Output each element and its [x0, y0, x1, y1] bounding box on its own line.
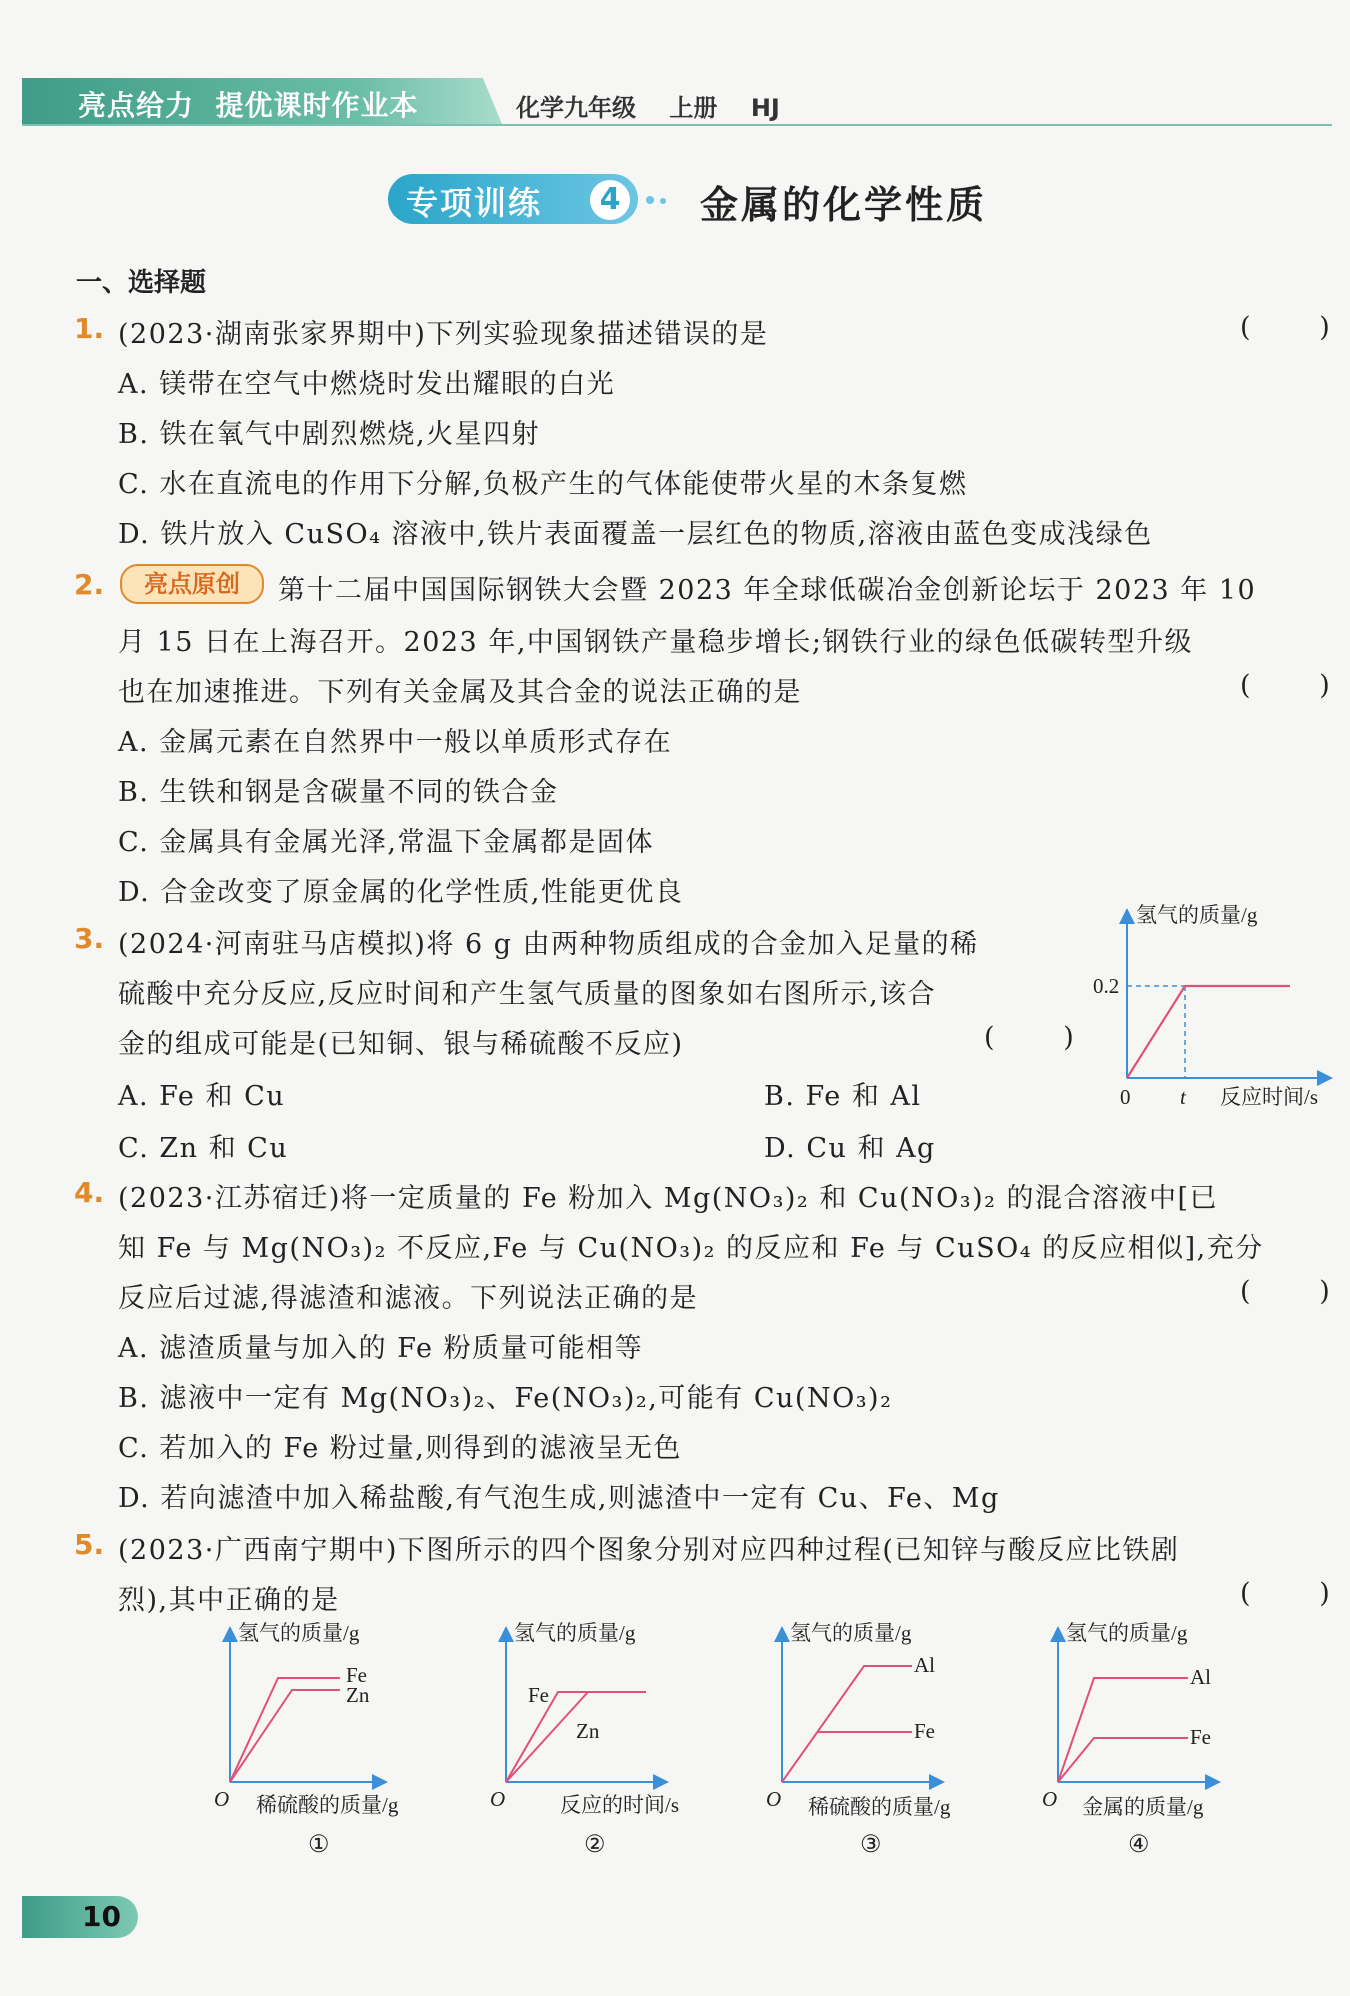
curve-al [782, 1666, 912, 1782]
question-stem: (2023·江苏宿迁)将一定质量的 Fe 粉加入 Mg(NO₃)₂ 和 Cu(NO₃)₂ 的混合溶液中[已 [118, 1183, 1219, 1214]
question-stem: 第十二届中国国际钢铁大会暨 2023 年全球低碳冶金创新论坛于 2023 年 10 [278, 575, 1257, 606]
option-a: A. 滤渣质量与加入的 Fe 粉质量可能相等 [118, 1333, 644, 1364]
question-stem: (2024·河南驻马店模拟)将 6 g 由两种物质组成的合金加入足量的稀 [118, 929, 979, 960]
option-b: B. 滤液中一定有 Mg(NO₃)₂、Fe(NO₃)₂,可能有 Cu(NO₃)₂ [118, 1383, 893, 1414]
section-heading: 一、选择题 [76, 268, 207, 298]
question-number: 2. [74, 568, 105, 601]
option-b: B. Fe 和 Al [764, 1081, 922, 1112]
question-stem: 金的组成可能是(已知铜、银与稀硫酸不反应) [118, 1029, 684, 1060]
option-d: D. 若向滤渣中加入稀盐酸,有气泡生成,则滤渣中一定有 Cu、Fe、Mg [118, 1483, 1000, 1514]
question-stem: 烈),其中正确的是 [118, 1585, 340, 1616]
question-stem: (2023·湖南张家界期中)下列实验现象描述错误的是 [118, 319, 769, 350]
origin-label: O [490, 1787, 506, 1811]
origin-label: 0 [1120, 1085, 1131, 1109]
answer-bracket: ( ) [984, 1022, 1074, 1053]
series-label: Al [1190, 1665, 1211, 1689]
origin-label: O [1042, 1787, 1058, 1811]
origin-label: O [766, 1787, 782, 1811]
answer-bracket: ( ) [1240, 1578, 1330, 1609]
y-axis-label: 氢气的质量/g [1136, 903, 1258, 927]
hydrogen-curve [1127, 986, 1290, 1078]
x-axis-label: 金属的质量/g [1082, 1795, 1204, 1819]
answer-bracket: ( ) [1240, 1276, 1330, 1307]
y-axis-label: 氢气的质量/g [790, 1621, 912, 1645]
y-axis-label: 氢气的质量/g [1066, 1621, 1188, 1645]
question-number: 3. [74, 922, 105, 955]
original-badge: 亮点原创 [120, 564, 264, 604]
question-number: 1. [74, 312, 105, 345]
option-a: A. 镁带在空气中燃烧时发出耀眼的白光 [118, 369, 616, 400]
answer-bracket: ( ) [1240, 670, 1330, 701]
q5-graph-1 [200, 1620, 450, 1860]
curve-fe [230, 1678, 340, 1782]
y-axis-label: 氢气的质量/g [238, 1621, 360, 1645]
q5-graph-3 [752, 1620, 1002, 1860]
graph-caption: ④ [1128, 1832, 1150, 1858]
series-label: Zn [576, 1719, 600, 1743]
decor-dot [660, 198, 666, 204]
origin-label: O [214, 1787, 230, 1811]
option-d: D. 合金改变了原金属的化学性质,性能更优良 [118, 877, 684, 908]
x-axis-label: 反应时间/s [1220, 1085, 1319, 1109]
y-tick-label: 0.2 [1093, 974, 1120, 998]
q3-graph [1080, 900, 1340, 1120]
option-c: C. 水在直流电的作用下分解,负极产生的气体能使带火星的木条复燃 [118, 469, 968, 500]
book-subtitle: 化学九年级 上册 HJ [516, 94, 780, 122]
decor-dot [646, 196, 654, 204]
x-axis-label: 稀硫酸的质量/g [256, 1793, 399, 1817]
question-stem: 也在加速推进。下列有关金属及其合金的说法正确的是 [118, 677, 802, 708]
question-stem: 反应后过滤,得滤渣和滤液。下列说法正确的是 [118, 1283, 699, 1314]
page-number: 10 [82, 1900, 121, 1933]
topic-number: 4 [590, 180, 630, 220]
series-label: Zn [346, 1683, 370, 1707]
question-stem: 硫酸中充分反应,反应时间和产生氢气质量的图象如右图所示,该合 [118, 979, 937, 1010]
graph-caption: ① [308, 1832, 330, 1858]
graph-caption: ② [584, 1832, 606, 1858]
x-axis-label: 反应的时间/s [560, 1793, 680, 1817]
option-a: A. 金属元素在自然界中一般以单质形式存在 [118, 727, 673, 758]
question-stem: (2023·广西南宁期中)下图所示的四个图象分别对应四种过程(已知锌与酸反应比铁剧 [118, 1535, 1180, 1566]
series-label: Al [914, 1653, 935, 1677]
curve-zn [230, 1690, 340, 1782]
topic-title: 金属的化学性质 [700, 182, 988, 227]
option-b: B. 生铁和钢是含碳量不同的铁合金 [118, 777, 559, 808]
option-b: B. 铁在氧气中剧烈燃烧,火星四射 [118, 419, 541, 450]
series-label: Fe [346, 1663, 367, 1687]
series-label: Fe [1190, 1725, 1211, 1749]
topic-label: 专项训练 [406, 184, 543, 222]
graph-caption: ③ [860, 1832, 882, 1858]
option-c: C. 金属具有金属光泽,常温下金属都是固体 [118, 827, 654, 858]
x-tick-label: t [1180, 1085, 1186, 1109]
header-rule [22, 124, 1332, 126]
series-label: Fe [914, 1719, 935, 1743]
option-c: C. Zn 和 Cu [118, 1133, 289, 1164]
x-axis-label: 稀硫酸的质量/g [808, 1795, 951, 1819]
question-number: 5. [74, 1528, 105, 1561]
book-brand: 亮点给力 提优课时作业本 [78, 89, 419, 122]
question-stem: 知 Fe 与 Mg(NO₃)₂ 不反应,Fe 与 Cu(NO₃)₂ 的反应和 Fe 与 CuSO₄ 的反应相似],充分 [118, 1233, 1264, 1264]
option-d: D. Cu 和 Ag [764, 1133, 936, 1164]
curve-al [1058, 1678, 1188, 1782]
series-label: Fe [528, 1683, 549, 1707]
question-stem: 月 15 日在上海召开。2023 年,中国钢铁产量稳步增长;钢铁行业的绿色低碳转型升级 [118, 627, 1193, 658]
option-c: C. 若加入的 Fe 粉过量,则得到的滤液呈无色 [118, 1433, 682, 1464]
y-axis-label: 氢气的质量/g [514, 1621, 636, 1645]
answer-bracket: ( ) [1240, 312, 1330, 343]
question-number: 4. [74, 1176, 105, 1209]
q5-graph-4 [1028, 1620, 1278, 1860]
option-a: A. Fe 和 Cu [118, 1081, 286, 1112]
option-d: D. 铁片放入 CuSO₄ 溶液中,铁片表面覆盖一层红色的物质,溶液由蓝色变成浅绿色 [118, 519, 1153, 550]
curve-fe [1058, 1738, 1188, 1782]
q5-graph-2 [476, 1620, 726, 1860]
